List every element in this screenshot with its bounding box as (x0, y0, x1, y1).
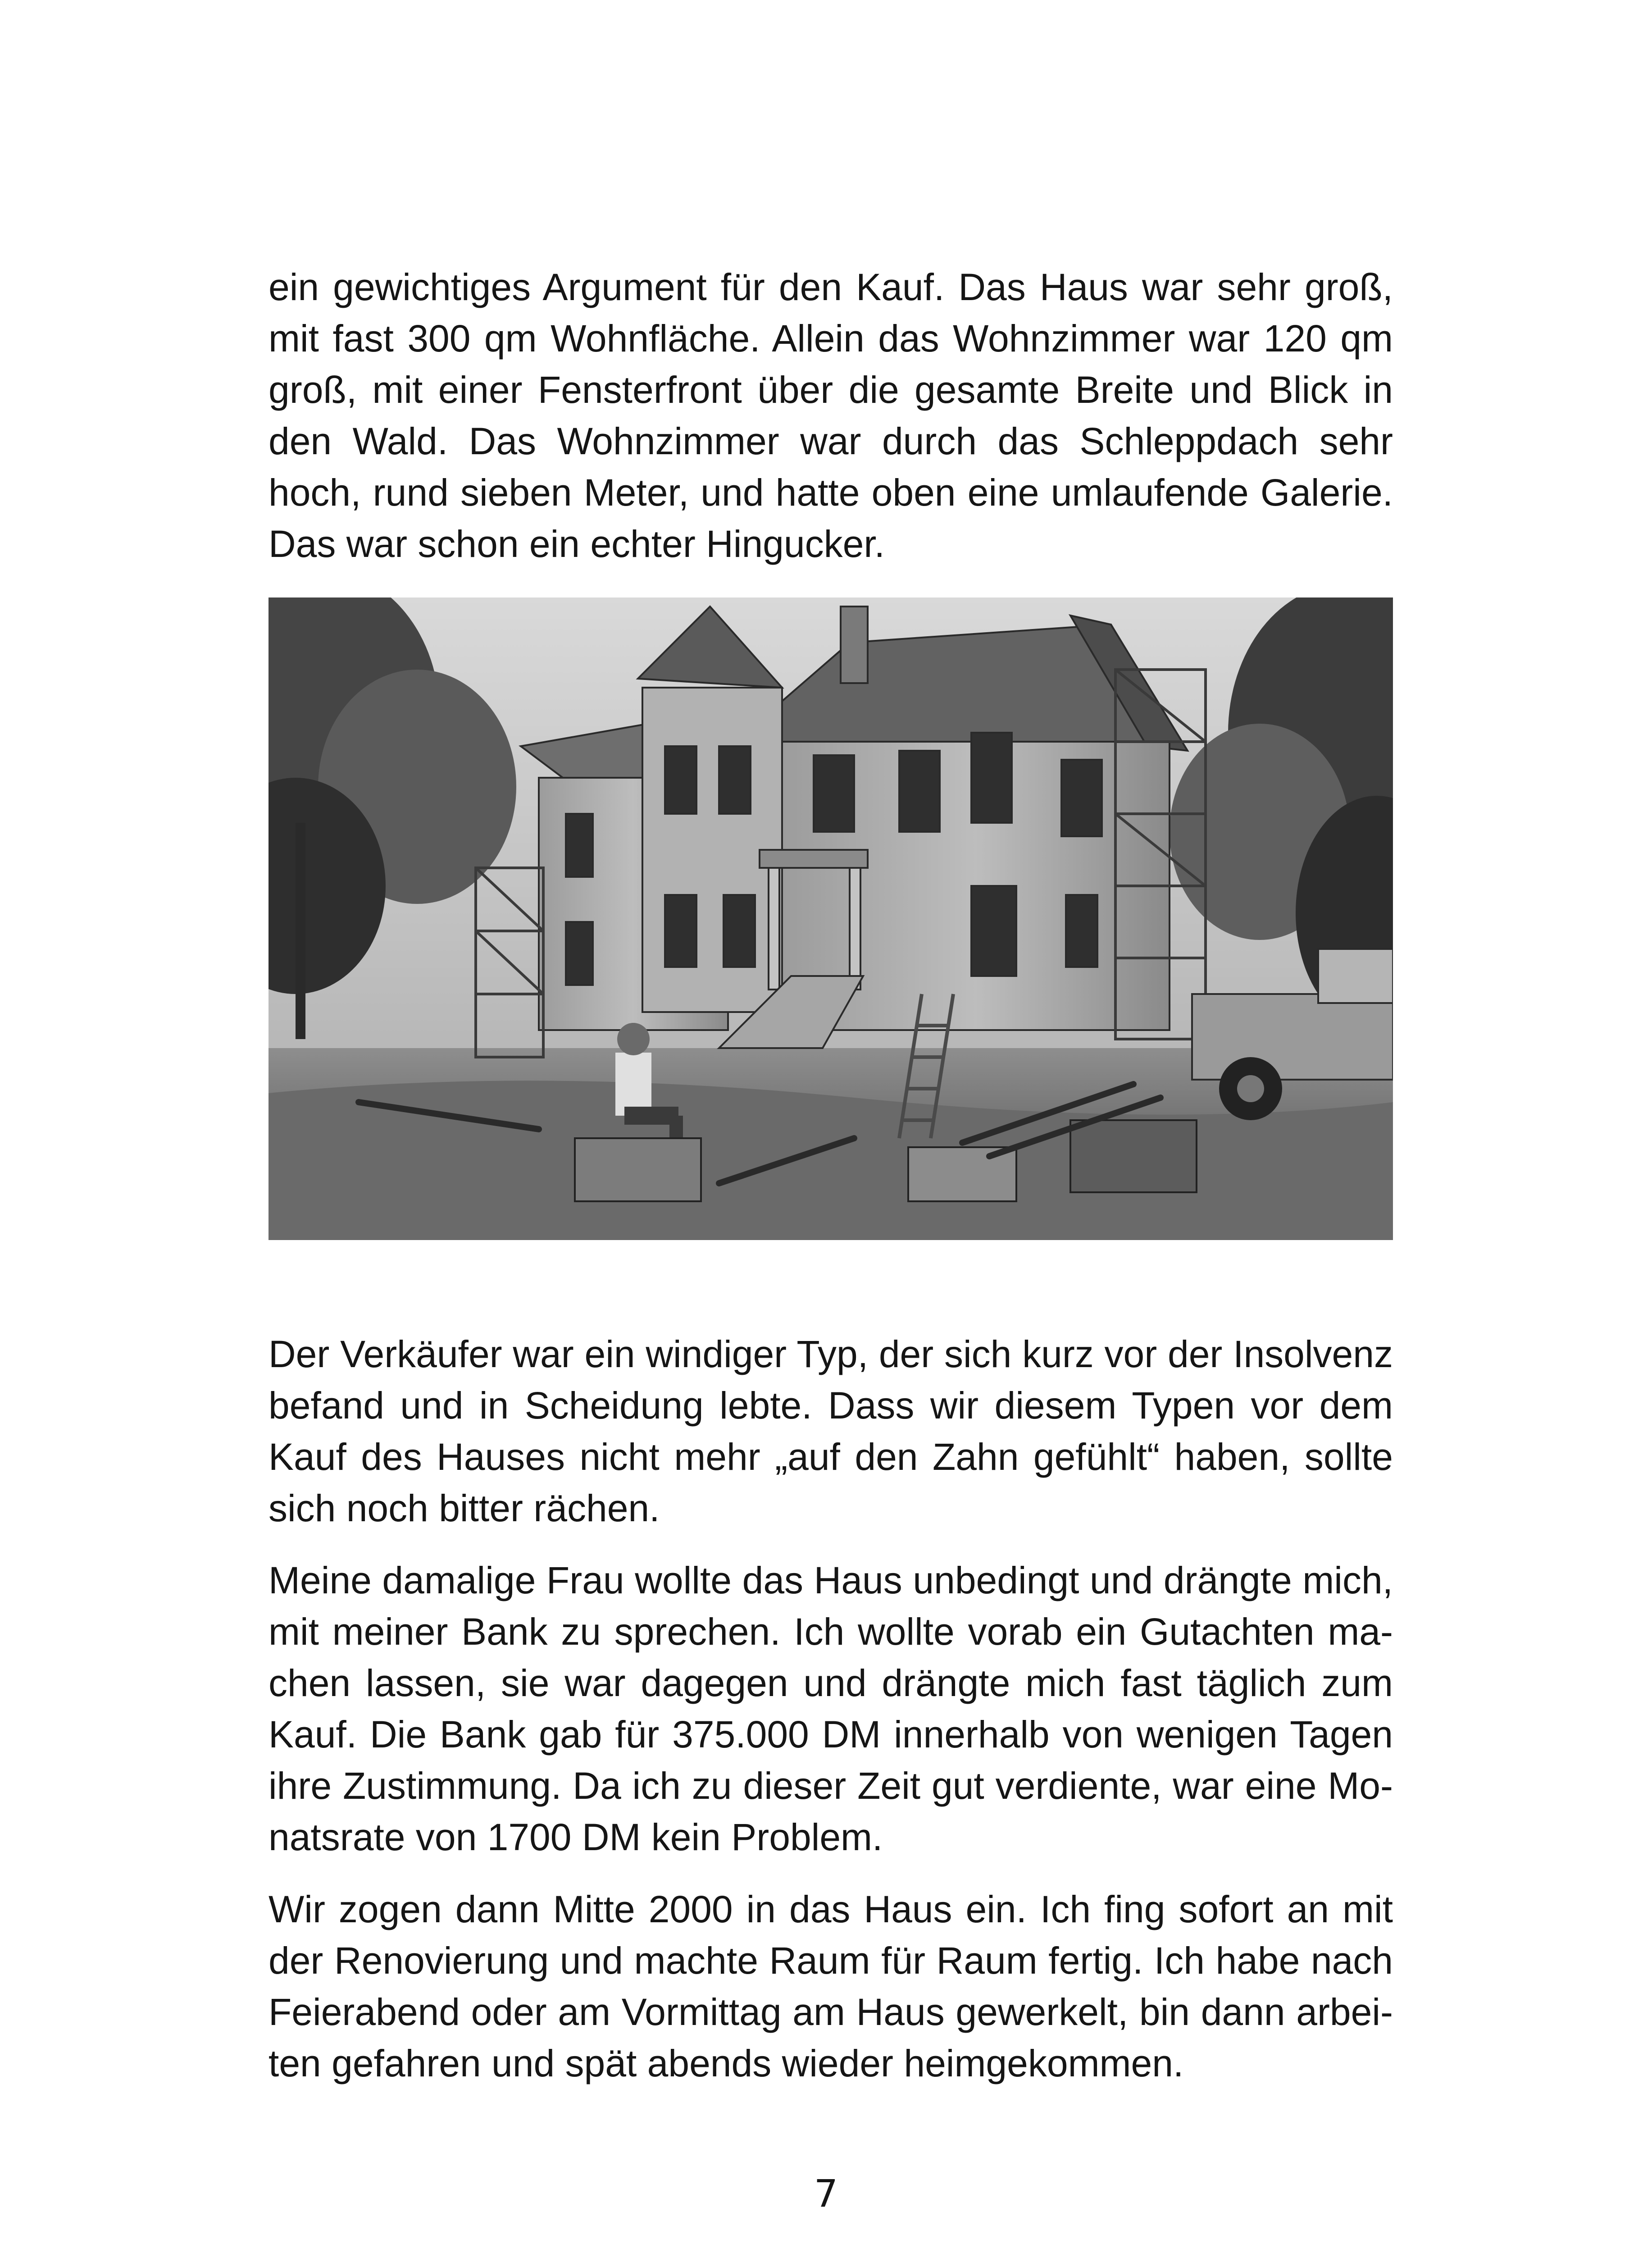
paragraph-1: ein gewichtiges Argument für den Kauf. Das Haus war sehr groß, mit fast 300 qm Wohnfläche. Allein das Wohnzimmer war 120 qm groß, mit einer Fensterfront über die gesamte Breite und Blick in den Wald. Das Wohnzimmer war durch das Schleppdach sehr hoch, rund sieben Meter, und hatte oben eine umlaufende Galerie. Das war schon ein echter Hingucker. (269, 266, 1393, 565)
paragraph-2: Der Verkäufer war ein windiger Typ, der sich kurz vor der Insolvenz befand und in Scheidung lebte. Dass wir diesem Typen vor dem Kauf des Hauses nicht mehr „auf den Zahn gefühlt“ haben, sollte sich noch bitter rächen. (269, 1333, 1393, 1529)
paragraph-4: Wir zogen dann Mitte 2000 in das Haus ein. Ich fing sofort an mit der Renovierung und machte Raum für Raum fertig. Ich habe nach Feierabend oder am Vormittag am Haus gewerkelt, bin dann arbeiten gefahren und spät abends wieder heimgekommen. (269, 1888, 1393, 2084)
page-number: 7 (814, 2171, 838, 2216)
paragraph-3: Meine damalige Frau wollte das Haus unbedingt und drängte mich, mit meiner Bank zu sprechen. Ich wollte vorab ein Gutachten machen lassen, sie war dagegen und drängte mich fast täglich zum Kauf. Die Bank gab für 375.000 DM innerhalb von wenigen Tagen ihre Zustimmung. Da ich zu dieser Zeit gut verdiente, war eine Monatsrate von 1700 DM kein Problem. (269, 1559, 1393, 1858)
house-renovation-photo (269, 597, 1393, 1240)
